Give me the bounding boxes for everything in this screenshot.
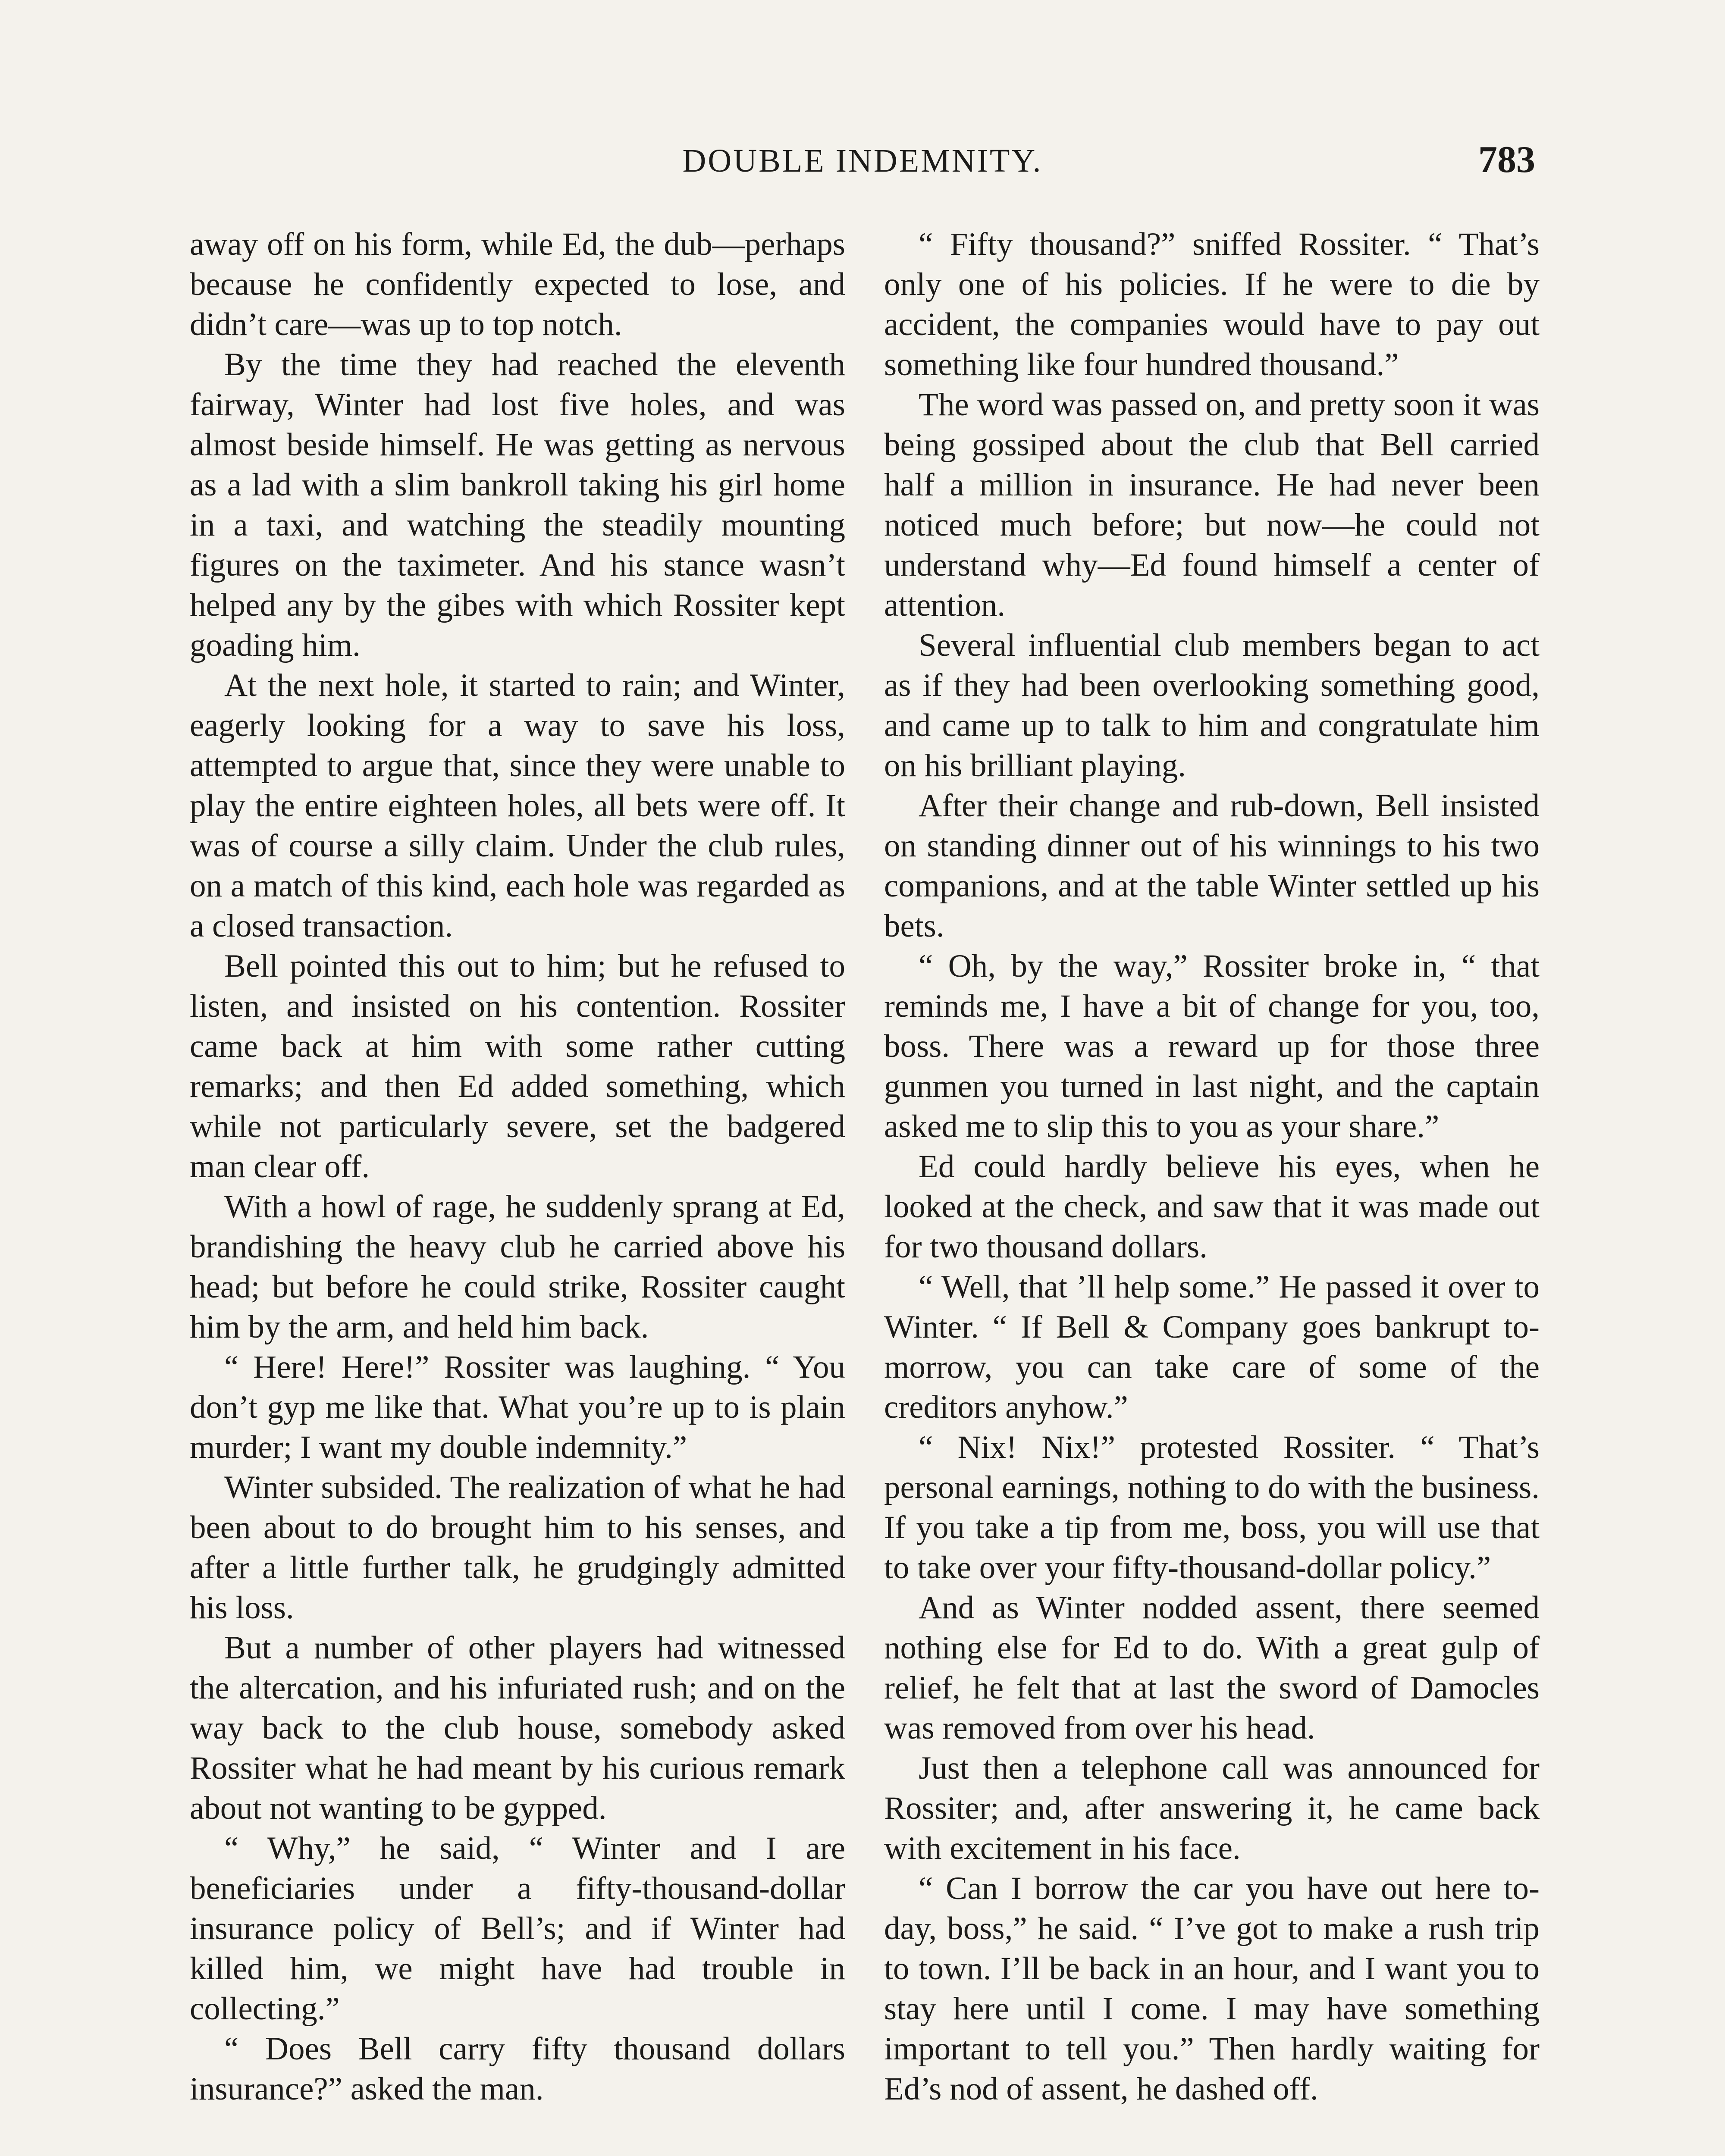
page-header	[190, 138, 1535, 194]
paragraph: Winter subsided. The realization of what he had been about to do brought him to his senses, and after a little further talk, he grudgingly admitted his loss.	[190, 1470, 845, 1626]
paragraph: But a number of other players had witnessed the altercation, and his infuriated rush; and on the way back to the club house, somebody asked Rossiter what he had meant by his curious remark about not wanting to be gypped.	[190, 1630, 845, 1826]
paragraph: “ Well, that ’ll help some.” He passed it over to Winter. “ If Bell & Company goes bankrupt to-morrow, you can take care of some of the creditors anyhow.”	[884, 1269, 1540, 1425]
paragraph: Several influential club members began to act as if they had been overlooking something good, and came up to talk to him and congratulate him on his brilliant playing.	[884, 627, 1540, 783]
left-column	[190, 224, 845, 2156]
paragraph: “ Oh, by the way,” Rossiter broke in, “ that reminds me, I have a bit of change for you, too, boss. There was a reward up for those three gunmen you turned in last night, and the captain asked me to slip this to you as your share.”	[884, 948, 1540, 1144]
paragraph: “ Can I borrow the car you have out here to-day, boss,” he said. “ I’ve got to make a rush trip to town. I’ll be back in an hour, and I want you to stay here until I come. I may have something important to tell you.” Then hardly waiting for Ed’s nod of assent, he dashed off.	[884, 1871, 1540, 2107]
paragraph: “ Why,” he said, “ Winter and I are beneficiaries under a fifty-thousand-dollar insurance policy of Bell’s; and if Winter had killed him, we might have had trouble in collecting.”	[190, 1830, 845, 2027]
paragraph: “ Does Bell carry fifty thousand dollars insurance?” asked the man.	[190, 2031, 845, 2107]
paragraph: “ Nix! Nix!” protested Rossiter. “ That’s personal earnings, nothing to do with the business. If you take a tip from me, boss, you will use that to take over your fifty-thousand-dollar policy.”	[884, 1429, 1540, 1586]
paragraph: “ Here! Here!” Rossiter was laughing. “ You don’t gyp me like that. What you’re up to is plain murder; I want my double indemnity.”	[190, 1349, 845, 1465]
paragraph: After their change and rub-down, Bell insisted on standing dinner out of his winnings to his two companions, and at the table Winter settled up his bets.	[884, 788, 1540, 944]
paragraph: Ed could hardly believe his eyes, when he looked at the check, and saw that it was made out for two thousand dollars.	[884, 1149, 1540, 1265]
text-columns	[190, 224, 1540, 2156]
paragraph: “ Fifty thousand?” sniffed Rossiter. “ That’s only one of his policies. If he were to die by accident, the companies would have to pay out something like four hundred thousand.”	[884, 226, 1540, 382]
paragraph: At the next hole, it started to rain; and Winter, eagerly looking for a way to save his loss, attempted to argue that, since they were unable to play the entire eighteen holes, all bets were off. It was of course a silly claim. Under the club rules, on a match of this kind, each hole was regarded as a closed transaction.	[190, 667, 845, 944]
paragraph: Bell pointed this out to him; but he refused to listen, and insisted on his contention. Rossiter came back at him with some rather cutting remarks; and then Ed added something, which while not particularly severe, set the badgered man clear off.	[190, 948, 845, 1185]
paragraph: away off on his form, while Ed, the dub—perhaps because he confidently expected to lose, and didn’t care—was up to top notch.	[190, 226, 845, 342]
paragraph: With a howl of rage, he suddenly sprang at Ed, brandishing the heavy club he carried above his head; but before he could strike, Rossiter caught him by the arm, and held him back.	[190, 1189, 845, 1345]
paragraph: Just then a telephone call was announced for Rossiter; and, after answering it, he came back with excitement in his face.	[884, 1750, 1540, 1866]
paragraph: By the time they had reached the eleventh fairway, Winter had lost five holes, and was almost beside himself. He was getting as nervous as a lad with a slim bankroll taking his girl home in a taxi, and watching the steadily mounting figures on the taximeter. And his stance wasn’t helped any by the gibes with which Rossiter kept goading him.	[190, 347, 845, 663]
running-title: DOUBLE INDEMNITY.	[682, 143, 1043, 179]
right-column	[884, 224, 1540, 2156]
page-number: 783	[1478, 139, 1535, 181]
paragraph: The word was passed on, and pretty soon it was being gossiped about the club that Bell carried half a million in insurance. He had never been noticed much before; but now—he could not understand why—Ed found himself a center of attention.	[884, 387, 1540, 623]
paragraph: And as Winter nodded assent, there seemed nothing else for Ed to do. With a great gulp of relief, he felt that at last the sword of Damocles was removed from over his head.	[884, 1590, 1540, 1746]
